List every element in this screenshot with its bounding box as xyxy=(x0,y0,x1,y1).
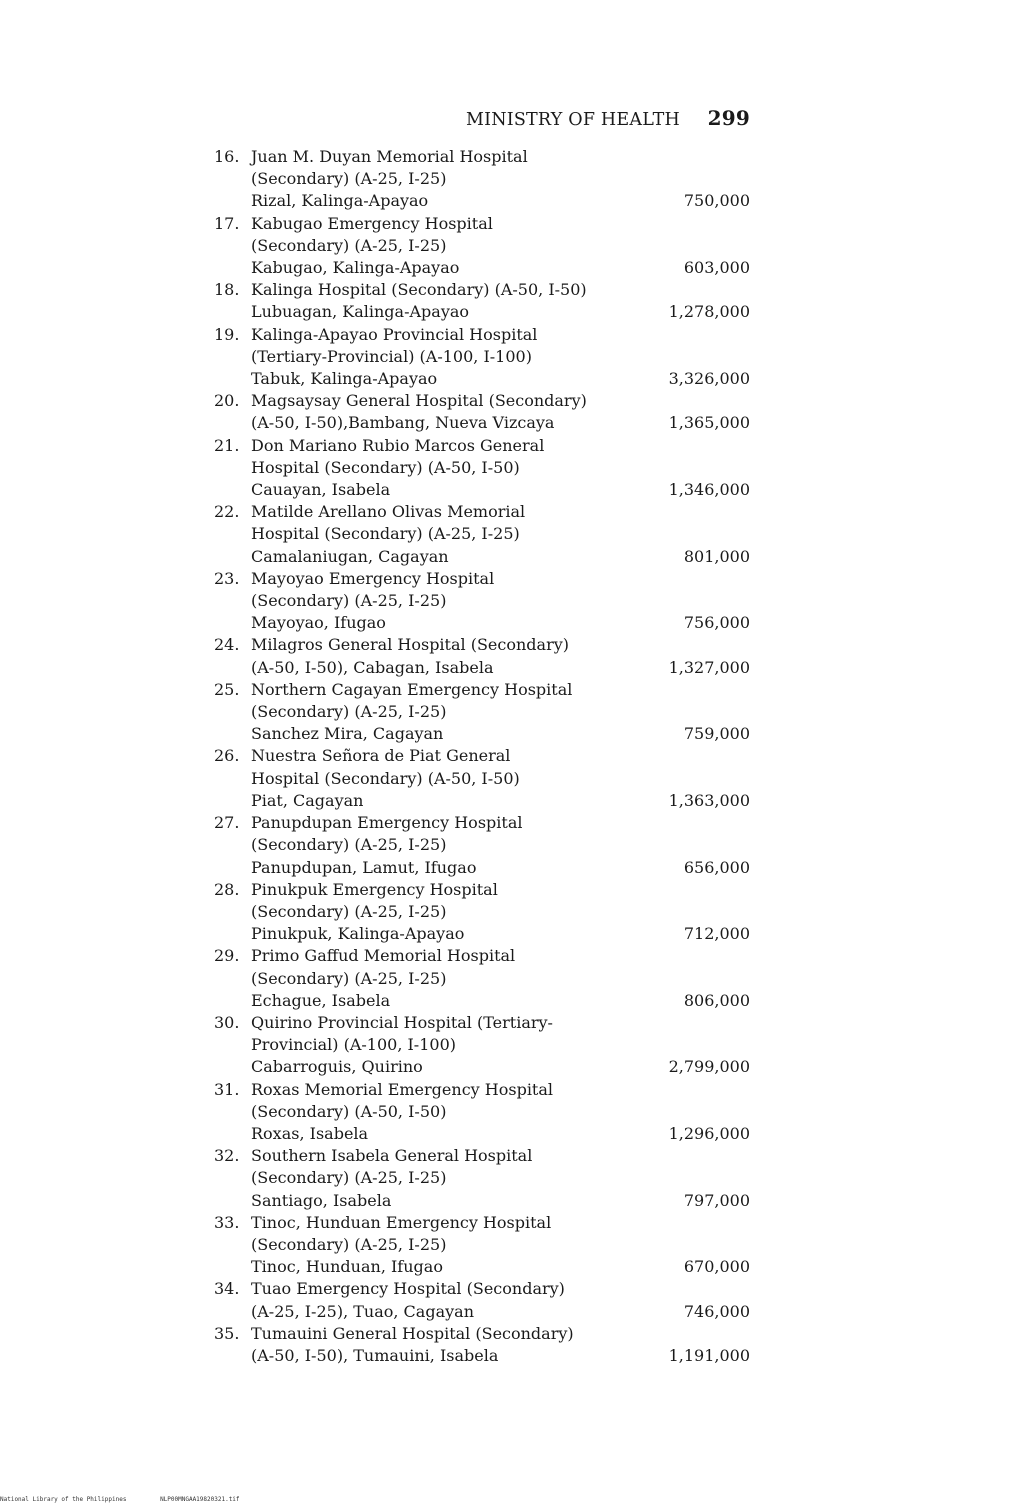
item-number: 34. xyxy=(214,1279,240,1299)
item-number: 20. xyxy=(214,391,240,411)
item-text: Piat, Cagayan xyxy=(251,790,364,810)
item-text: Rizal, Kalinga-Apayao xyxy=(251,191,429,211)
item-body xyxy=(251,945,750,1012)
item-text: Southern Isabela General Hospital xyxy=(251,1146,533,1166)
item-line xyxy=(251,879,750,901)
item-text: Magsaysay General Hospital (Secondary) xyxy=(251,391,587,411)
item-line xyxy=(251,990,750,1012)
item-amount: 1,296,000 xyxy=(668,1123,750,1143)
item-line xyxy=(251,501,750,523)
item-text: Tinoc, Hunduan Emergency Hospital xyxy=(251,1212,552,1232)
item-text: Kabugao Emergency Hospital xyxy=(251,213,493,233)
item-text: Sanchez Mira, Cagayan xyxy=(251,724,444,744)
item-text: Roxas Memorial Emergency Hospital xyxy=(251,1079,554,1099)
item-number: 22. xyxy=(214,502,240,522)
item-line xyxy=(251,968,750,990)
item-line xyxy=(251,146,750,168)
item-line xyxy=(251,523,750,545)
item-text: (Secondary) (A-25, I-25) xyxy=(251,702,447,722)
item-text: (Secondary) (A-25, I-25) xyxy=(251,1234,447,1254)
item-text: Tuao Emergency Hospital (Secondary) xyxy=(251,1279,565,1299)
item-line xyxy=(251,657,750,679)
item-body xyxy=(251,634,750,678)
item-line xyxy=(251,412,750,434)
item-text: Echague, Isabela xyxy=(251,990,391,1010)
page-header xyxy=(466,106,750,130)
list-item xyxy=(214,213,750,280)
item-text: Tinoc, Hunduan, Ifugao xyxy=(251,1257,443,1277)
item-text: (Secondary) (A-25, I-25) xyxy=(251,901,447,921)
item-number: 29. xyxy=(214,946,240,966)
list-item xyxy=(214,435,750,502)
item-text: Camalaniugan, Cagayan xyxy=(251,546,449,566)
item-number: 23. xyxy=(214,568,240,588)
item-number: 27. xyxy=(214,813,240,833)
list-item xyxy=(214,1079,750,1146)
item-body xyxy=(251,279,750,323)
item-text: Tabuk, Kalinga-Apayao xyxy=(251,369,438,389)
item-text: Northern Cagayan Emergency Hospital xyxy=(251,679,573,699)
item-text: Juan M. Duyan Memorial Hospital xyxy=(251,147,528,166)
item-amount: 1,363,000 xyxy=(668,790,750,810)
item-text: Hospital (Secondary) (A-50, I-50) xyxy=(251,457,520,477)
item-text: (Tertiary-Provincial) (A-100, I-100) xyxy=(251,346,532,366)
item-line xyxy=(251,723,750,745)
item-line xyxy=(251,324,750,346)
item-line xyxy=(251,1034,750,1056)
item-body xyxy=(251,435,750,502)
item-line xyxy=(251,1278,750,1300)
item-line xyxy=(251,1256,750,1278)
item-text: (A-50, I-50), Cabagan, Isabela xyxy=(251,657,494,677)
item-amount: 712,000 xyxy=(683,924,750,944)
item-number: 28. xyxy=(214,879,240,899)
item-line xyxy=(251,546,750,568)
item-line xyxy=(251,857,750,879)
item-text: (Secondary) (A-50, I-50) xyxy=(251,1101,447,1121)
item-amount: 1,365,000 xyxy=(668,413,750,433)
list-item xyxy=(214,679,750,746)
item-text: Don Mariano Rubio Marcos General xyxy=(251,435,545,455)
item-text: Quirino Provincial Hospital (Tertiary- xyxy=(251,1012,553,1032)
item-number: 21. xyxy=(214,435,240,455)
item-text: (Secondary) (A-25, I-25) xyxy=(251,835,447,855)
item-line xyxy=(251,1167,750,1189)
item-text: Santiago, Isabela xyxy=(251,1190,392,1210)
item-line xyxy=(251,768,750,790)
item-line xyxy=(251,701,750,723)
item-line xyxy=(251,1012,750,1034)
item-line xyxy=(251,945,750,967)
item-text: (Secondary) (A-25, I-25) xyxy=(251,968,447,988)
item-text: Roxas, Isabela xyxy=(251,1123,369,1143)
item-text: (Secondary) (A-25, I-25) xyxy=(251,1168,447,1188)
item-text: Hospital (Secondary) (A-25, I-25) xyxy=(251,524,520,544)
item-amount: 756,000 xyxy=(683,613,750,633)
item-line xyxy=(251,923,750,945)
item-line xyxy=(251,1079,750,1101)
item-line xyxy=(251,612,750,634)
item-amount: 801,000 xyxy=(683,546,750,566)
item-line xyxy=(251,1190,750,1212)
item-number: 26. xyxy=(214,746,240,766)
item-line xyxy=(251,590,750,612)
list-item xyxy=(214,1012,750,1079)
item-number: 18. xyxy=(214,280,240,300)
item-line xyxy=(251,679,750,701)
footer-file: NLP00MNGAA19820321.tif xyxy=(160,1496,240,1503)
list-item xyxy=(214,745,750,812)
item-line xyxy=(251,168,750,190)
list-item xyxy=(214,1212,750,1279)
item-text: Pinukpuk Emergency Hospital xyxy=(251,879,498,899)
item-line xyxy=(251,457,750,479)
item-text: (Secondary) (A-25, I-25) xyxy=(251,235,447,255)
item-body xyxy=(251,1145,750,1212)
item-line xyxy=(251,568,750,590)
item-line xyxy=(251,1234,750,1256)
item-line xyxy=(251,745,750,767)
item-line xyxy=(251,1212,750,1234)
item-body xyxy=(251,679,750,746)
item-number: 33. xyxy=(214,1212,240,1232)
item-text: (Secondary) (A-25, I-25) xyxy=(251,169,447,189)
list-item xyxy=(214,945,750,1012)
item-line xyxy=(251,1101,750,1123)
item-text: Milagros General Hospital (Secondary) xyxy=(251,635,569,655)
item-line xyxy=(251,1323,750,1345)
item-number: 35. xyxy=(214,1323,240,1343)
item-text: Kalinga Hospital (Secondary) (A-50, I-50) xyxy=(251,280,587,300)
item-text: Hospital (Secondary) (A-50, I-50) xyxy=(251,768,520,788)
list-item xyxy=(214,812,750,879)
item-text: Panupdupan, Lamut, Ifugao xyxy=(251,857,477,877)
item-text: (Secondary) (A-25, I-25) xyxy=(251,591,447,611)
item-amount: 759,000 xyxy=(683,724,750,744)
item-amount: 746,000 xyxy=(683,1301,750,1321)
item-number: 24. xyxy=(214,635,240,655)
item-amount: 1,327,000 xyxy=(668,657,750,677)
item-number: 30. xyxy=(214,1012,240,1032)
item-text: (A-50, I-50),Bambang, Nueva Vizcaya xyxy=(251,413,555,433)
item-line xyxy=(251,279,750,301)
item-text: Lubuagan, Kalinga-Apayao xyxy=(251,302,470,322)
item-amount: 806,000 xyxy=(683,990,750,1010)
item-text: Cauayan, Isabela xyxy=(251,480,391,500)
item-amount: 670,000 xyxy=(683,1257,750,1277)
list-item xyxy=(214,1323,750,1367)
item-amount: 1,191,000 xyxy=(668,1345,750,1365)
item-text: Kabugao, Kalinga-Apayao xyxy=(251,258,460,278)
item-text: Panupdupan Emergency Hospital xyxy=(251,813,523,833)
item-text: Provincial) (A-100, I-100) xyxy=(251,1035,456,1055)
item-text: Matilde Arellano Olivas Memorial xyxy=(251,502,526,522)
hospital-list xyxy=(214,146,750,1367)
item-amount: 2,799,000 xyxy=(668,1057,750,1077)
list-item xyxy=(214,879,750,946)
item-line xyxy=(251,834,750,856)
item-line xyxy=(251,390,750,412)
item-text: (A-25, I-25), Tuao, Cagayan xyxy=(251,1301,474,1321)
item-amount: 603,000 xyxy=(683,258,750,278)
item-line xyxy=(251,301,750,323)
item-number: 17. xyxy=(214,213,240,233)
footer-source: National Library of the Philippines xyxy=(0,1496,127,1503)
item-body xyxy=(251,568,750,635)
item-text: Kalinga-Apayao Provincial Hospital xyxy=(251,324,538,344)
list-item xyxy=(214,324,750,391)
item-amount: 797,000 xyxy=(683,1190,750,1210)
item-line xyxy=(251,1056,750,1078)
item-number: 31. xyxy=(214,1079,240,1099)
item-text: Pinukpuk, Kalinga-Apayao xyxy=(251,924,465,944)
page-number: 299 xyxy=(707,106,750,130)
item-line xyxy=(251,257,750,279)
item-body xyxy=(251,390,750,434)
item-line xyxy=(251,479,750,501)
list-item xyxy=(214,146,750,213)
item-text: Nuestra Señora de Piat General xyxy=(251,746,511,766)
page-title: MINISTRY OF HEALTH xyxy=(466,110,680,130)
item-text: Mayoyao Emergency Hospital xyxy=(251,568,495,588)
item-line xyxy=(251,1145,750,1167)
item-line xyxy=(251,1301,750,1323)
item-text: Tumauini General Hospital (Secondary) xyxy=(251,1323,574,1343)
item-line xyxy=(251,346,750,368)
item-amount: 3,326,000 xyxy=(668,369,750,389)
list-item xyxy=(214,568,750,635)
item-text: (A-50, I-50), Tumauini, Isabela xyxy=(251,1345,499,1365)
item-body xyxy=(251,1012,750,1079)
list-item xyxy=(214,501,750,568)
item-number: 25. xyxy=(214,679,240,699)
item-body xyxy=(251,1212,750,1279)
item-amount: 1,346,000 xyxy=(668,480,750,500)
item-line xyxy=(251,812,750,834)
item-line xyxy=(251,790,750,812)
item-body xyxy=(251,501,750,568)
item-body xyxy=(251,812,750,879)
item-amount: 750,000 xyxy=(683,191,750,211)
item-number: 19. xyxy=(214,324,240,344)
item-line xyxy=(251,1345,750,1367)
scan-footer xyxy=(0,1496,270,1503)
item-body xyxy=(251,324,750,391)
item-body xyxy=(251,213,750,280)
item-body xyxy=(251,745,750,812)
item-body xyxy=(251,879,750,946)
item-number: 16. xyxy=(214,147,240,166)
item-text: Cabarroguis, Quirino xyxy=(251,1057,423,1077)
item-body xyxy=(251,1278,750,1322)
list-item xyxy=(214,279,750,323)
item-body xyxy=(251,1323,750,1367)
item-line xyxy=(251,235,750,257)
item-text: Primo Gaffud Memorial Hospital xyxy=(251,946,516,966)
item-body xyxy=(251,146,750,213)
list-item xyxy=(214,634,750,678)
item-line xyxy=(251,213,750,235)
item-line xyxy=(251,435,750,457)
list-item xyxy=(214,1145,750,1212)
list-item xyxy=(214,390,750,434)
item-text: Mayoyao, Ifugao xyxy=(251,613,386,633)
item-amount: 1,278,000 xyxy=(668,302,750,322)
item-line xyxy=(251,901,750,923)
item-amount: 656,000 xyxy=(683,857,750,877)
item-body xyxy=(251,1079,750,1146)
item-line xyxy=(251,368,750,390)
item-line xyxy=(251,634,750,656)
list-item xyxy=(214,1278,750,1322)
item-line xyxy=(251,1123,750,1145)
item-number: 32. xyxy=(214,1146,240,1166)
item-line xyxy=(251,190,750,212)
